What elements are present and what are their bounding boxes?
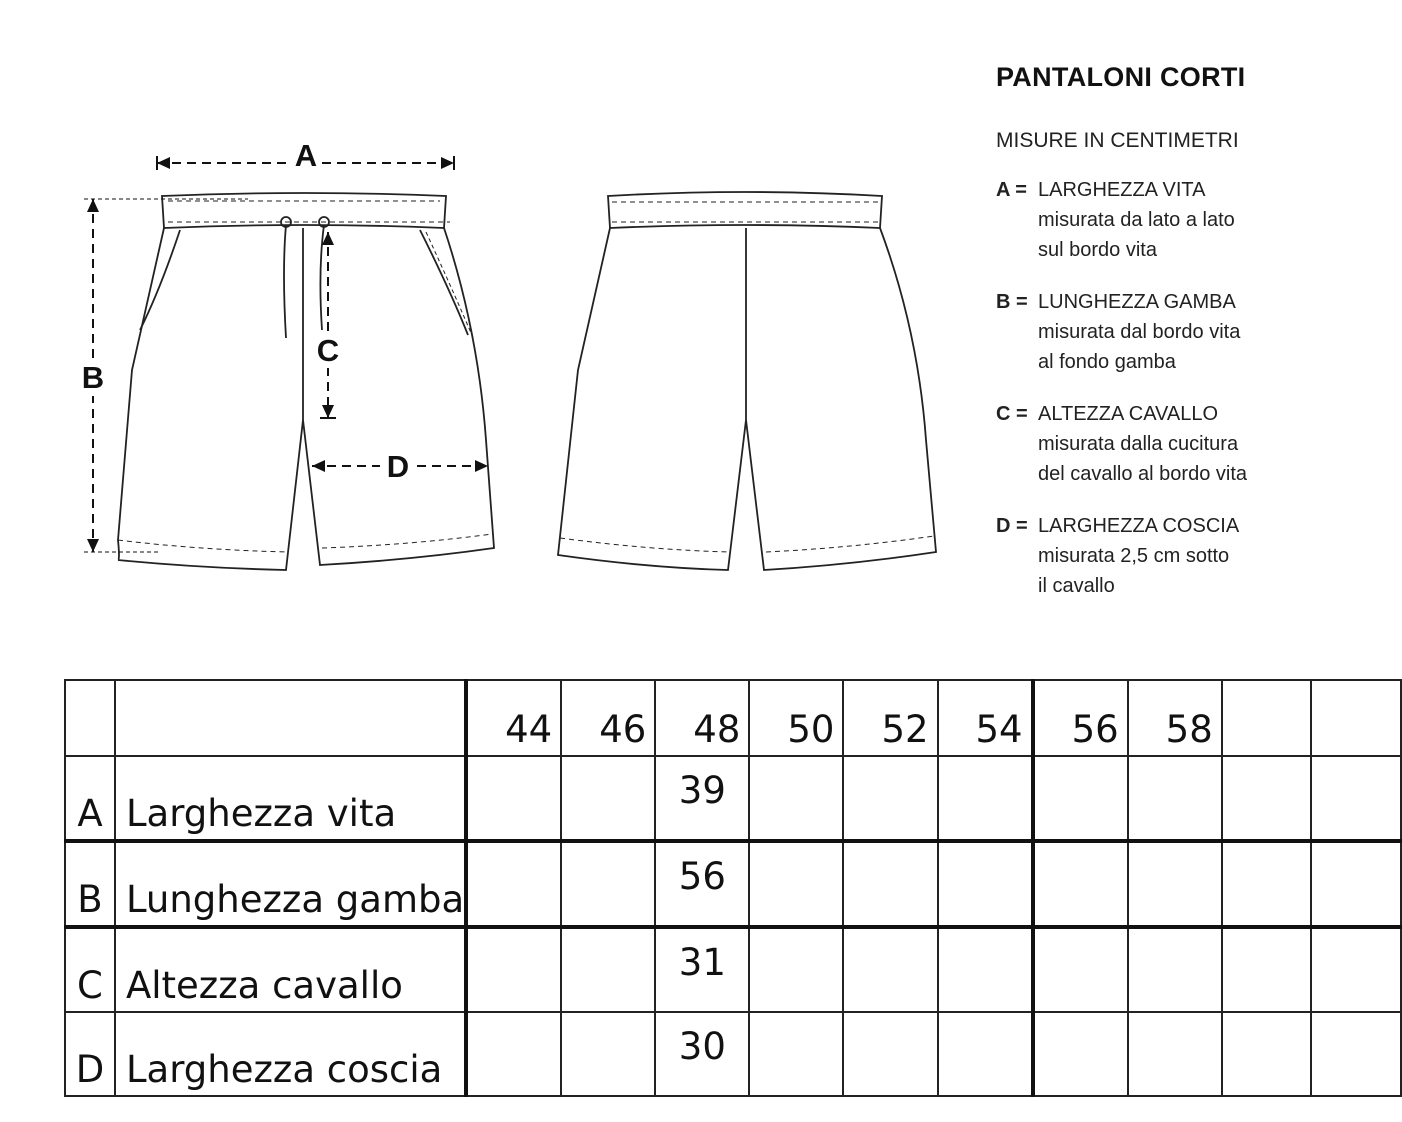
table-row: [65, 756, 1401, 841]
legend-desc: misurata da lato a lato: [1038, 209, 1235, 231]
legend-key: B =: [996, 291, 1028, 313]
row-letter: A: [65, 756, 115, 841]
value-cell: [1033, 841, 1128, 927]
size-header-cell: 58: [1128, 680, 1222, 756]
value-cell: [938, 927, 1033, 1012]
table-row: [65, 1012, 1401, 1096]
legend-title: PANTALONI CORTI: [996, 62, 1246, 92]
size-header-cell: 46: [561, 680, 655, 756]
legend-item-b: [996, 287, 1396, 377]
row-label: Altezza cavallo: [115, 927, 466, 1012]
value-cell: [749, 756, 843, 841]
value-cell: [561, 927, 655, 1012]
legend-item-a: [996, 175, 1396, 265]
value-cell: [843, 841, 937, 927]
value-cell: [938, 756, 1033, 841]
shorts-technical-sketch: [0, 0, 980, 640]
value-cell: [1222, 1012, 1312, 1096]
value-cell: [749, 841, 843, 927]
row-letter: D: [65, 1012, 115, 1096]
legend-name: LARGHEZZA VITA: [1038, 179, 1206, 201]
value-cell: [1311, 927, 1401, 1012]
value-cell: 30: [655, 1012, 749, 1096]
legend-desc: misurata dal bordo vita: [1038, 321, 1241, 343]
value-cell: [1033, 1012, 1128, 1096]
value-cell: [1128, 927, 1222, 1012]
legend-item-c: [996, 399, 1396, 489]
header-empty-cell: [115, 680, 466, 756]
legend-desc: il cavallo: [1038, 575, 1115, 597]
size-header-cell: 54: [938, 680, 1033, 756]
value-cell: [1311, 841, 1401, 927]
dimension-label-a: A: [294, 138, 318, 173]
value-cell: [466, 927, 561, 1012]
dimension-label-d: D: [386, 449, 410, 484]
value-cell: [1311, 1012, 1401, 1096]
value-cell: [843, 756, 937, 841]
size-header-row: [65, 680, 1401, 756]
value-cell: [561, 756, 655, 841]
legend-name: ALTEZZA CAVALLO: [1038, 403, 1219, 425]
value-cell: [1128, 756, 1222, 841]
value-cell: [938, 841, 1033, 927]
dimension-label-b: B: [81, 360, 105, 395]
legend-desc: del cavallo al bordo vita: [1038, 463, 1248, 485]
front-view-shorts: [118, 193, 494, 570]
size-header-cell: 56: [1033, 680, 1128, 756]
legend-name: LUNGHEZZA GAMBA: [1038, 291, 1236, 313]
value-cell: [749, 1012, 843, 1096]
legend-subtitle: MISURE IN CENTIMETRI: [996, 129, 1239, 152]
measurement-legend: [996, 62, 1396, 601]
legend-desc: misurata dalla cucitura: [1038, 433, 1239, 455]
size-header-cell: [1311, 680, 1401, 756]
row-label: Larghezza coscia: [115, 1012, 466, 1096]
legend-item-d: [996, 511, 1396, 601]
value-cell: 31: [655, 927, 749, 1012]
row-letter: B: [65, 841, 115, 927]
size-table: [64, 679, 1402, 1097]
value-cell: [1222, 756, 1312, 841]
value-cell: [1128, 1012, 1222, 1096]
value-cell: [1033, 927, 1128, 1012]
value-cell: [1222, 927, 1312, 1012]
legend-key: A =: [996, 179, 1027, 201]
size-header-cell: 44: [466, 680, 561, 756]
value-cell: [561, 841, 655, 927]
value-cell: 39: [655, 756, 749, 841]
value-cell: [466, 756, 561, 841]
legend-desc: misurata 2,5 cm sotto: [1038, 545, 1230, 567]
value-cell: 56: [655, 841, 749, 927]
value-cell: [466, 1012, 561, 1096]
legend-desc: sul bordo vita: [1038, 239, 1157, 261]
size-header-cell: 52: [843, 680, 937, 756]
size-header-cell: [1222, 680, 1312, 756]
size-header-cell: 48: [655, 680, 749, 756]
dimension-lines: [81, 156, 488, 552]
header-empty-cell: [65, 680, 115, 756]
legend-name: LARGHEZZA COSCIA: [1038, 515, 1240, 537]
size-header-cell: 50: [749, 680, 843, 756]
value-cell: [561, 1012, 655, 1096]
value-cell: [749, 927, 843, 1012]
table-row: [65, 927, 1401, 1012]
value-cell: [1128, 841, 1222, 927]
dimension-label-c: C: [316, 333, 340, 368]
legend-desc: al fondo gamba: [1038, 351, 1176, 373]
value-cell: [1033, 756, 1128, 841]
legend-key: C =: [996, 403, 1028, 425]
value-cell: [1222, 841, 1312, 927]
value-cell: [938, 1012, 1033, 1096]
table-row: [65, 841, 1401, 927]
back-view-shorts: [558, 192, 936, 570]
row-letter: C: [65, 927, 115, 1012]
row-label: Lunghezza gamba: [115, 841, 466, 927]
value-cell: [1311, 756, 1401, 841]
value-cell: [843, 927, 937, 1012]
value-cell: [843, 1012, 937, 1096]
row-label: Larghezza vita: [115, 756, 466, 841]
value-cell: [466, 841, 561, 927]
legend-key: D =: [996, 515, 1028, 537]
